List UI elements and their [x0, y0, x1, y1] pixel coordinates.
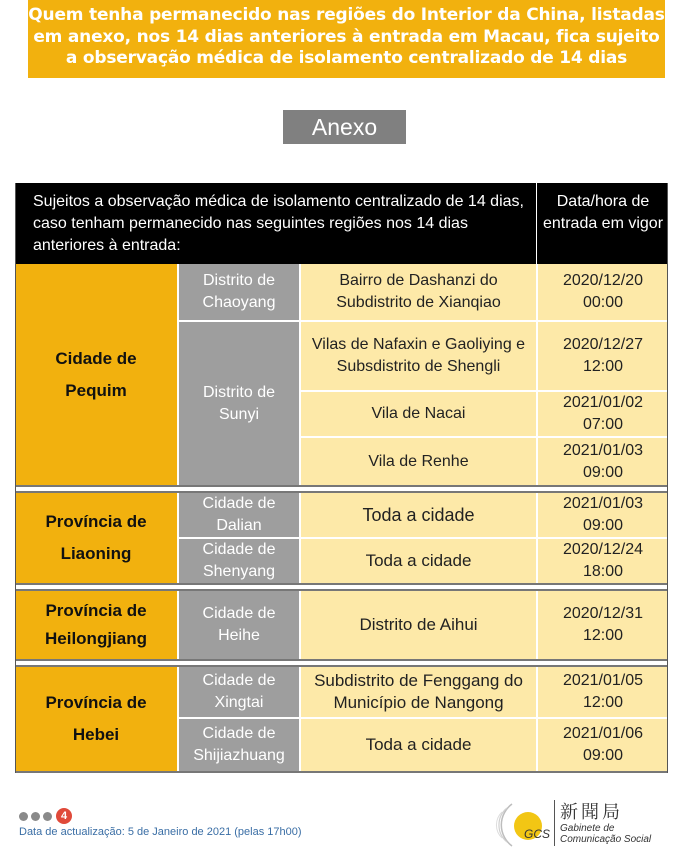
date-cell [538, 392, 668, 436]
area-name: Toda a cidade [365, 551, 472, 570]
district-cell [179, 719, 299, 771]
time-value: 07:00 [582, 416, 624, 433]
province-cell [15, 667, 177, 771]
area-name: Toda a cidade [365, 735, 472, 754]
page-indicator [19, 808, 72, 824]
header-regions: Sujeitos a observação médica de isolamento centralizado de 14 dias, caso tenham permanecido nas seguintes regiões nos 14 dias anteriores à entrada: [33, 193, 524, 254]
district-name: Cidade de Shijiazhuang [193, 725, 285, 764]
group-pequim [15, 264, 668, 485]
province-cell [15, 264, 177, 485]
district-cell [179, 667, 299, 717]
time-value: 09:00 [582, 463, 624, 481]
group-separator [15, 485, 668, 493]
date-cell [538, 719, 668, 771]
district-cell [179, 539, 299, 583]
district-name: Distrito de Chaoyang [202, 272, 276, 311]
banner-line-3: a observação médica de isolamento centralizado de 14 dias [65, 48, 628, 68]
date-value: 2021/01/03 [562, 495, 644, 512]
time-value: 12:00 [582, 694, 624, 711]
table-left-border [15, 183, 16, 773]
date-value: 2021/01/03 [562, 441, 644, 459]
area-cell [301, 667, 536, 717]
area-cell [301, 392, 536, 436]
district-name: Cidade de Heihe [202, 605, 276, 644]
time-value: 18:00 [582, 563, 624, 580]
banner-line-2: em anexo, nos 14 dias anteriores à entrada em Macau, fica sujeito [33, 26, 660, 47]
notice-banner [28, 0, 665, 78]
annex-label: Anexo [283, 110, 406, 144]
table-right-border [667, 183, 668, 773]
area-cell [301, 438, 536, 485]
page-dot [19, 812, 28, 821]
date-cell [538, 264, 668, 320]
group-liaoning [15, 493, 668, 583]
date-value: 2020/12/27 [562, 336, 644, 353]
area-cell [301, 493, 536, 537]
header-divider [536, 183, 537, 264]
district-name: Cidade de Shenyang [202, 541, 276, 580]
date-value: 2021/01/02 [562, 394, 644, 411]
province-name: Província de Hebei [45, 693, 147, 744]
gcs-logo [490, 796, 675, 852]
district-name: Distrito de Sunyi [202, 383, 276, 423]
area-name: Subdistrito de Fenggang do Município de Nangong [314, 671, 523, 712]
area-name: Vila de Nacai [371, 405, 466, 422]
group-separator [15, 659, 668, 667]
province-cell [15, 493, 177, 583]
logo-pt-line-1: Gabinete de [560, 823, 615, 834]
date-cell [538, 493, 668, 537]
time-value: 00:00 [582, 294, 624, 311]
district-cell [179, 264, 299, 320]
area-cell [301, 591, 536, 659]
group-separator [15, 583, 668, 591]
date-value: 2021/01/06 [562, 725, 644, 742]
date-cell [538, 539, 668, 583]
table-header [15, 183, 668, 264]
date-value: 2021/01/05 [562, 672, 644, 689]
date-cell [538, 667, 668, 717]
area-cell [301, 539, 536, 583]
province-name: Província de Heilongjiang [45, 601, 147, 648]
logo-chinese-text: 新聞局 [560, 802, 623, 823]
table-bottom-border [15, 771, 668, 773]
area-name: Distrito de Aihui [359, 615, 478, 634]
area-name: Vilas de Nafaxin e Gaoliying e Subsdistrito de Shengli [311, 336, 526, 375]
district-cell [179, 322, 299, 485]
group-hebei [15, 667, 668, 771]
date-value: 2020/12/24 [562, 541, 644, 558]
logo-divider [554, 800, 555, 846]
area-name: Toda a cidade [362, 505, 475, 525]
area-name: Vila de Renhe [368, 452, 469, 470]
logo-pt-line-2: Comunicação Social [560, 834, 652, 845]
district-name: Cidade de Xingtai [202, 672, 276, 711]
group-heilongjiang [15, 591, 668, 659]
province-name: Província de Liaoning [45, 512, 147, 563]
date-cell [538, 322, 668, 390]
header-date: Data/hora de entrada em vigor [542, 193, 664, 232]
banner-line-1: Quem tenha permanecido nas regiões do Interior da China, listadas [28, 5, 665, 25]
district-name: Cidade de Dalian [202, 495, 276, 534]
date-value: 2020/12/31 [562, 605, 644, 622]
time-value: 12:00 [582, 358, 624, 375]
time-value: 12:00 [582, 627, 624, 644]
province-name: Cidade de Pequim [55, 348, 137, 400]
province-cell [15, 591, 177, 659]
time-value: 09:00 [582, 517, 624, 534]
area-cell [301, 322, 536, 390]
logo-portuguese-text [560, 823, 651, 845]
area-cell [301, 719, 536, 771]
district-cell [179, 493, 299, 537]
date-value: 2020/12/20 [562, 272, 644, 289]
date-cell [538, 591, 668, 659]
time-value: 09:00 [582, 747, 624, 764]
gcs-emblem-icon [490, 796, 556, 852]
page-dot [31, 812, 40, 821]
page-number-badge: 4 [56, 808, 72, 824]
date-cell [538, 438, 668, 485]
logo-mark-text: GCS [524, 827, 551, 841]
district-cell [179, 591, 299, 659]
area-name: Bairro de Dashanzi do Subdistrito de Xianqiao [336, 272, 501, 311]
page-dot [43, 812, 52, 821]
area-cell [301, 264, 536, 320]
update-timestamp: Data de actualização: 5 de Janeiro de 2021 (pelas 17h00) [19, 826, 302, 838]
